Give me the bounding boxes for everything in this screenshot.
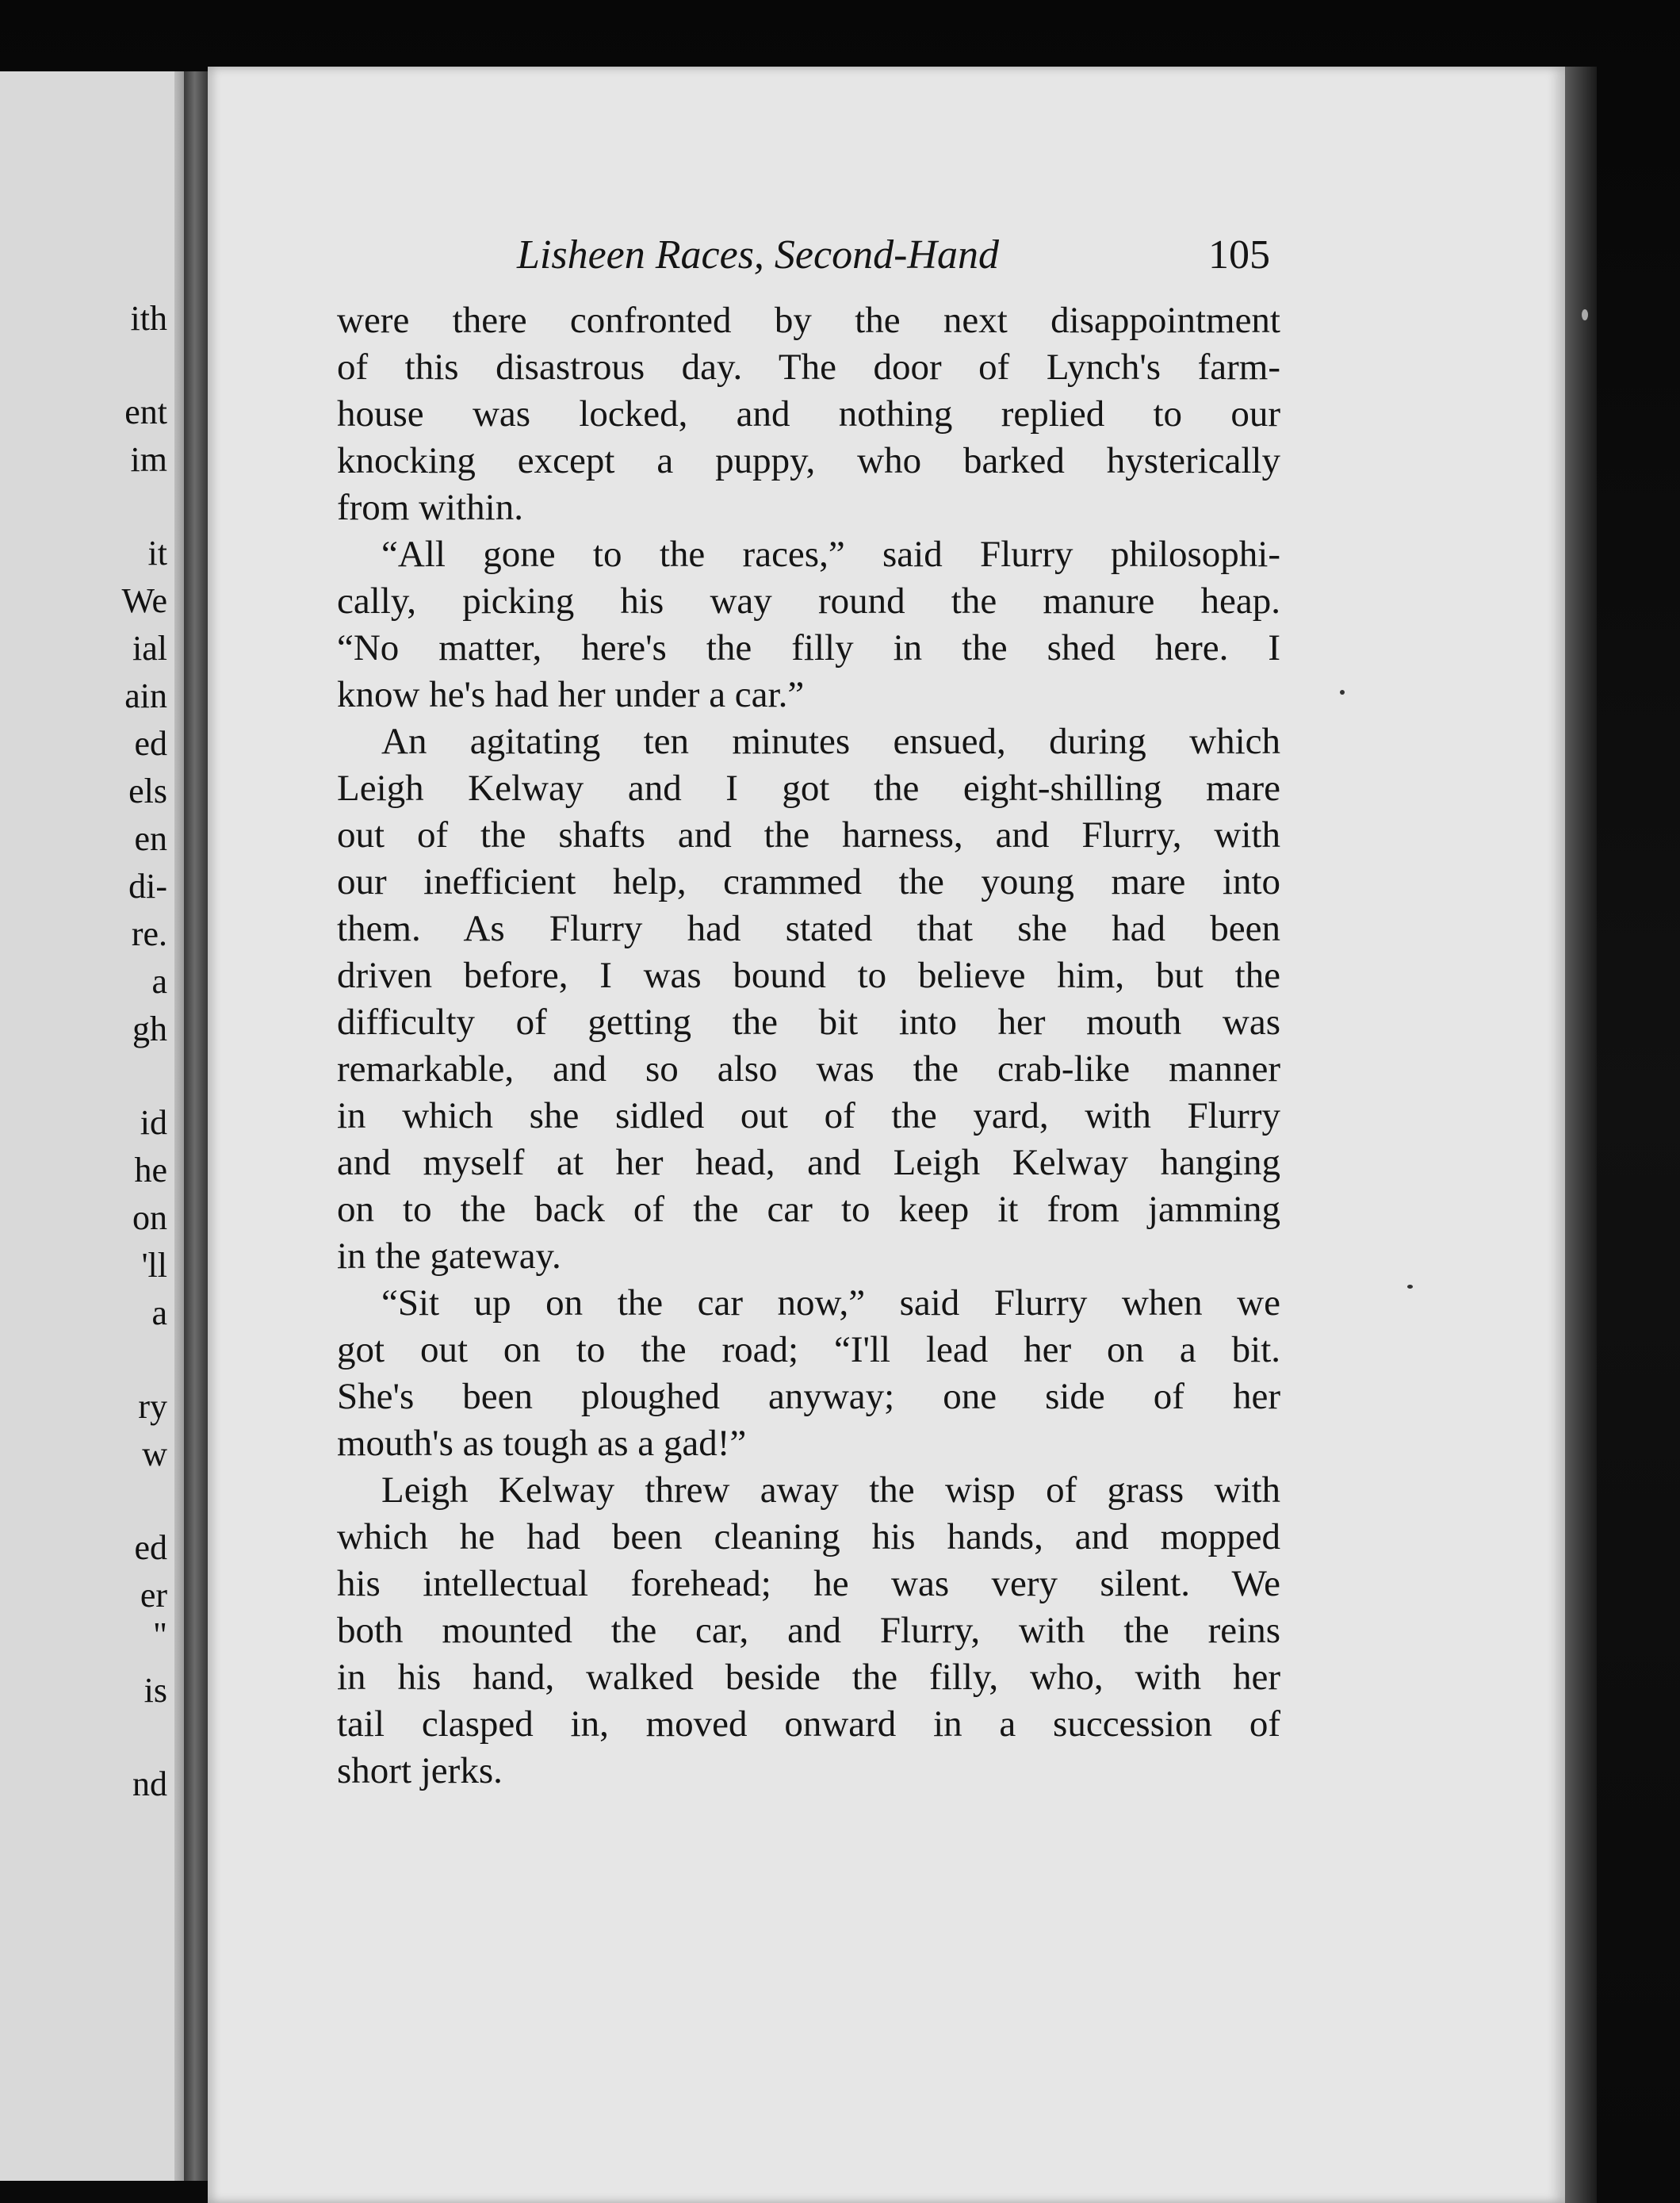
- scan-speck: [1582, 309, 1588, 320]
- scan-speck: [1340, 690, 1345, 695]
- text-line: in his hand, walked beside the filly, who, with her: [337, 1657, 1280, 1698]
- text-line: mouth's as tough as a gad!”: [337, 1423, 747, 1464]
- text-line: short jerks.: [337, 1750, 503, 1791]
- left-fragment: ed: [134, 1528, 167, 1567]
- text-line: our inefficient help, crammed the young mare into: [337, 861, 1280, 902]
- text-line: got out on to the road; “I'll lead her on a bit.: [337, 1329, 1280, 1370]
- text-line: “Sit up on the car now,” said Flurry when we: [381, 1282, 1280, 1324]
- text-line: in which she sidled out of the yard, with Flurry: [337, 1095, 1280, 1136]
- scan-speck: [1407, 1285, 1413, 1289]
- text-line: of this disastrous day. The door of Lynch's farm-: [337, 347, 1280, 388]
- text-line: which he had been cleaning his hands, and mopped: [337, 1516, 1280, 1557]
- left-fragment: a: [151, 962, 167, 1001]
- left-fragment: er: [140, 1576, 167, 1615]
- left-fragment: ith: [130, 299, 167, 338]
- left-fragment: di-: [128, 867, 167, 906]
- text-line: house was locked, and nothing replied to our: [337, 393, 1280, 435]
- left-fragment: re.: [131, 914, 167, 953]
- left-fragment: en: [134, 819, 167, 858]
- text-line: driven before, I was bound to believe him, but the: [337, 955, 1280, 996]
- left-fragment: on: [132, 1198, 167, 1237]
- text-line: his intellectual forehead; he was very silent. We: [337, 1563, 1280, 1604]
- text-line: on to the back of the car to keep it from jamming: [337, 1189, 1280, 1230]
- text-line: cally, picking his way round the manure heap.: [337, 580, 1280, 622]
- text-line: She's been ploughed anyway; one side of her: [337, 1376, 1280, 1417]
- left-fragment: im: [130, 440, 167, 479]
- left-fragment: ain: [124, 676, 167, 715]
- page-edge-shadow: [1565, 67, 1597, 2203]
- text-line: “All gone to the races,” said Flurry philosophi-: [381, 534, 1280, 575]
- text-line: difficulty of getting the bit into her mouth was: [337, 1002, 1280, 1043]
- left-fragment: ial: [132, 629, 167, 668]
- left-fragment: w: [142, 1435, 167, 1473]
- text-line: knocking except a puppy, who barked hysterically: [337, 440, 1280, 481]
- left-fragment: nd: [132, 1764, 167, 1803]
- left-page-text-fragments: [0, 71, 178, 2181]
- left-fragment: ed: [134, 724, 167, 763]
- left-fragment: 'll: [141, 1246, 167, 1285]
- text-line: from within.: [337, 487, 523, 528]
- text-line: and myself at her head, and Leigh Kelway hanging: [337, 1142, 1280, 1183]
- left-fragment: it: [147, 534, 167, 573]
- left-fragment: We: [121, 581, 167, 620]
- left-fragment: els: [128, 772, 167, 810]
- text-line: An agitating ten minutes ensued, during which: [381, 721, 1280, 762]
- text-line: “No matter, here's the filly in the shed here. I: [337, 627, 1280, 669]
- text-line: out of the shafts and the harness, and Flurry, with: [337, 814, 1280, 856]
- left-fragment: he: [134, 1151, 167, 1190]
- text-line: both mounted the car, and Flurry, with the reins: [337, 1610, 1280, 1651]
- text-line: remarkable, and so also was the crab-like manner: [337, 1048, 1280, 1090]
- running-head: [517, 232, 1270, 282]
- text-line: in the gateway.: [337, 1236, 561, 1277]
- left-fragment: ry: [138, 1387, 167, 1426]
- text-line: know he's had her under a car.”: [337, 674, 805, 715]
- text-line: Leigh Kelway threw away the wisp of grass with: [381, 1469, 1280, 1511]
- text-line: them. As Flurry had stated that she had been: [337, 908, 1280, 949]
- running-title: Lisheen Races, Second-Hand: [517, 232, 999, 278]
- left-fragment: ent: [124, 393, 167, 431]
- page-number: 105: [1208, 232, 1270, 278]
- left-fragment: a: [151, 1293, 167, 1332]
- left-fragment: ": [153, 1615, 167, 1654]
- text-line: tail clasped in, moved onward in a succession of: [337, 1703, 1280, 1745]
- left-facing-page: [0, 71, 189, 2181]
- left-fragment: id: [140, 1103, 167, 1142]
- left-fragment: gh: [132, 1010, 167, 1048]
- left-fragment: is: [144, 1671, 167, 1710]
- book-spine: [184, 71, 211, 2181]
- text-line: Leigh Kelway and I got the eight-shilling mare: [337, 768, 1280, 809]
- text-line: were there confronted by the next disappointment: [337, 300, 1280, 341]
- body-text: [337, 297, 1280, 1795]
